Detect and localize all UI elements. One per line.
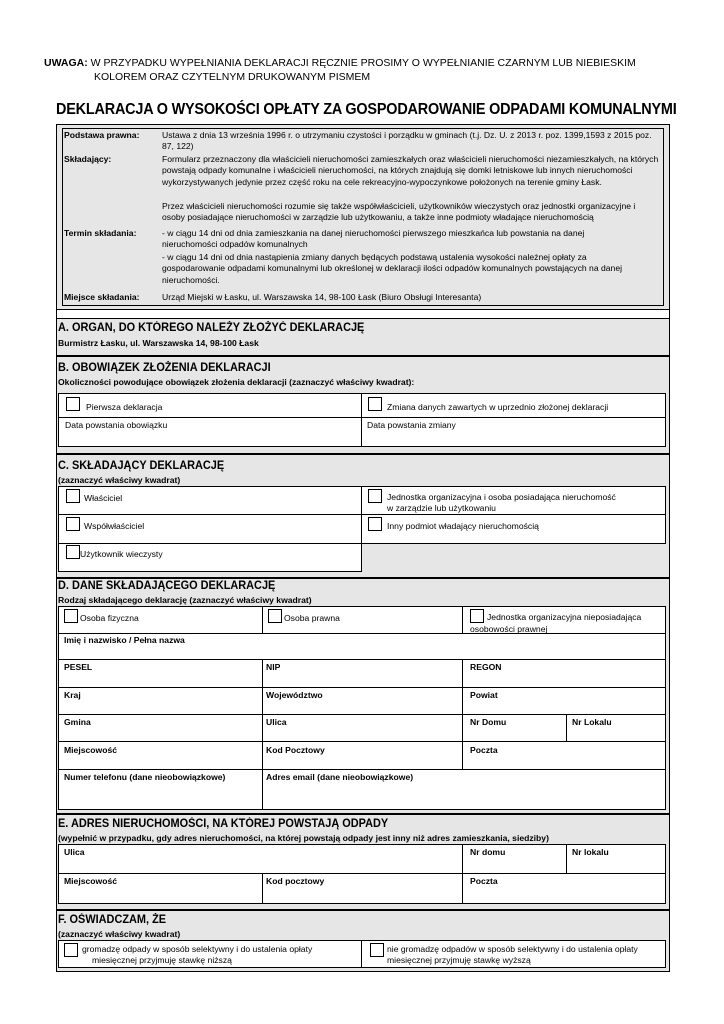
d-col-divider-4 [462, 659, 463, 769]
type-jednostka-label2: osobowości prawnej [470, 624, 548, 634]
d-row-divider-6 [58, 769, 666, 770]
d-row-divider-2 [58, 659, 666, 660]
e-field-kod-pocztowy[interactable]: Kod pocztowy [266, 876, 325, 886]
opt-zmiana-label: Zmiana danych zawartych w uprzednio złożonej deklaracji [387, 402, 609, 412]
miejsce-text: Urząd Miejski w Łasku, ul. Warszawska 14, 98-100 Łask (Biuro Obsługi Interesanta) [162, 292, 482, 302]
f-col-divider [361, 940, 362, 968]
field-imie-nazwisko[interactable]: Imię i nazwisko / Pełna nazwa [64, 635, 185, 645]
termin-text1: - w ciągu 14 dni od dnia zamieszkania na danej nieruchomości pierwszego mieszkańca lub powstania na danej nieruchomości odpadów komunalnych [162, 228, 585, 250]
notice [44, 56, 684, 84]
e-field-nr-lokalu[interactable]: Nr lokalu [572, 847, 609, 857]
podstawa-label: Podstawa prawna: [64, 130, 140, 140]
e-col-divider-2 [566, 844, 567, 873]
d-col-divider-5 [566, 714, 567, 741]
checkbox-jednostka-organizacyjna[interactable] [368, 489, 382, 503]
section-a-text: Burmistrz Łasku, ul. Warszawska 14, 98-100 Łask [58, 338, 259, 348]
podstawa-text: Ustawa z dnia 13 września 1996 r. o utrzymaniu czystości i porządku w gminach (t.j. Dz. U. z 2013 r. poz. 1399,1593 z 2015 poz. 87, 122) [162, 130, 652, 152]
type-osoba-fizyczna-label: Osoba fizyczna [80, 613, 139, 623]
d-col-divider-3 [262, 659, 263, 810]
checkbox-selektywnie[interactable] [64, 943, 78, 957]
opt-pierwsza-label: Pierwsza deklaracja [86, 402, 163, 412]
opt-uzytkownik-label: Użytkownik wieczysty [80, 549, 163, 559]
section-b-divider [361, 393, 362, 447]
section-e-title: E. ADRES NIERUCHOMOŚCI, NA KTÓREJ POWSTAJĄ ODPADY [58, 818, 389, 830]
termin-label: Termin składania: [64, 228, 137, 238]
date-obowiazku-field[interactable]: Data powstania obowiązku [65, 420, 168, 430]
f-opt2-label: nie gromadzę odpadów w sposób selektywny i do ustalenia opłaty [387, 944, 638, 954]
skladajacy-text1: Formularz przeznaczony dla właścicieli nieruchomości zamieszkałych oraz właścicieli nieruchomości niezamieszkałych, na których powstają odpady komunalne i właścicieli nieruchomości, na których znajdują się domki letniskowe lub innych nieruchomości wykorzystywanych jedynie przez część roku na cele rekreacyjno-wypoczynkowe położonych na terenie gminy Łask. [162, 154, 659, 187]
section-d-subtitle: Rodzaj składającego deklarację (zaznaczyć właściwy kwadrat) [58, 595, 312, 605]
skladajacy-text2: Przez właścicieli nieruchomości rozumie się także współwłaścicieli, użytkowników wieczystych oraz jednostki organizacyjne i osoby posiadające nieruchomości w zarządzie lub użytkowaniu, a także inne podmioty władające nieruchomością [162, 201, 636, 223]
checkbox-inny-podmiot[interactable] [368, 517, 382, 531]
field-powiat[interactable]: Powiat [470, 690, 498, 700]
field-kraj[interactable]: Kraj [64, 690, 81, 700]
date-zmiany-field[interactable]: Data powstania zmiany [367, 420, 456, 430]
checkbox-osoba-fizyczna[interactable] [64, 609, 78, 623]
section-c-hdivider2 [58, 543, 362, 544]
section-b-hdivider [58, 417, 666, 418]
section-f-subtitle: (zaznaczyć właściwy kwadrat) [58, 929, 181, 939]
e-col-divider-1 [462, 844, 463, 904]
checkbox-pierwsza-deklaracja[interactable] [66, 397, 80, 411]
section-c-title: C. SKŁADAJĄCY DEKLARACJĘ [58, 460, 225, 472]
checkbox-nieselektywnie[interactable] [370, 943, 384, 957]
type-osoba-prawna-label: Osoba prawna [284, 613, 340, 623]
field-poczta[interactable]: Poczta [470, 745, 498, 755]
checkbox-wlasciciel[interactable] [66, 489, 80, 503]
section-e-subtitle: (wypełnić w przypadku, gdy adres nieruchomości, na której powstają odpady jest inny niż adres zamieszkania, siedziby) [58, 833, 549, 843]
section-b-subtitle: Okoliczności powodujące obowiązek złożenia deklaracji (zaznaczyć właściwy kwadrat): [58, 377, 415, 387]
field-pesel[interactable]: PESEL [64, 662, 93, 672]
checkbox-jednostka-nieposiadajaca[interactable] [470, 609, 484, 623]
opt-wspolwlasciciel-label: Współwłaściciel [84, 521, 145, 531]
checkbox-osoba-prawna[interactable] [268, 609, 282, 623]
type-jednostka-label: Jednostka organizacyjna nieposiadająca [487, 612, 642, 622]
field-miejscowosc[interactable]: Miejscowość [64, 745, 118, 755]
e-row-divider [58, 873, 666, 874]
checkbox-zmiana-danych[interactable] [368, 397, 382, 411]
field-gmina[interactable]: Gmina [64, 717, 91, 727]
d-col-divider-2 [462, 606, 463, 633]
field-nip[interactable]: NIP [266, 662, 281, 672]
field-telefon[interactable]: Numer telefonu (dane nieobowiązkowe) [64, 772, 226, 782]
field-ulica[interactable]: Ulica [266, 717, 287, 727]
d-col-divider-1 [262, 606, 263, 633]
field-nr-domu[interactable]: Nr Domu [470, 717, 507, 727]
e-field-poczta[interactable]: Poczta [470, 876, 498, 886]
opt-inny-podmiot-label: Inny podmiot władający nieruchomością [387, 521, 539, 531]
notice-prefix: UWAGA: [44, 57, 88, 69]
section-c-subtitle: (zaznaczyć właściwy kwadrat) [58, 475, 181, 485]
f-opt1-label: gromadzę odpady w sposób selektywny i do ustalenia opłaty [82, 944, 313, 954]
field-kod-pocztowy[interactable]: Kod Pocztowy [266, 745, 325, 755]
opt-wlasciciel-label: Właściciel [84, 493, 123, 503]
field-nr-lokalu[interactable]: Nr Lokalu [572, 717, 612, 727]
f-opt2-label2: miesięcznej przyjmuję stawkę wyższą [387, 955, 531, 965]
miejsce-label: Miejsce składania: [64, 292, 140, 302]
d-row-divider-5 [58, 741, 666, 742]
opt-jednostka-label: Jednostka organizacyjna i osoba posiadająca nieruchomość [387, 492, 616, 502]
f-opt1-label2: miesięcznej przyjmuję stawkę niższą [92, 955, 232, 965]
field-regon[interactable]: REGON [470, 662, 502, 672]
field-email[interactable]: Adres email (dane nieobowiązkowe) [266, 772, 414, 782]
e-field-ulica[interactable]: Ulica [64, 847, 85, 857]
skladajacy-label: Składający: [64, 154, 112, 164]
d-row-divider-1 [58, 633, 666, 634]
notice-line1: W PRZYPADKU WYPEŁNIANIA DEKLARACJI RĘCZNIE PROSIMY O WYPEŁNIANIE CZARNYM LUB NIEBIESKIM [90, 57, 636, 69]
e-col-divider-3 [262, 873, 263, 904]
section-f-title: F. OŚWIADCZAM, ŻE [58, 914, 167, 926]
termin-text2: - w ciągu 14 dni od dnia nastąpienia zmiany danych będących podstawą ustalenia wysokości należnej opłaty za gospodarowanie odpadami komunalnymi lub określonej w deklaracji ilości odpadów komunalnych powstających na danej nieruchomości. [162, 252, 623, 285]
field-wojewodztwo[interactable]: Województwo [266, 690, 323, 700]
section-d-title: D. DANE SKŁADAJĄCEGO DEKLARACJĘ [58, 580, 276, 592]
section-b-title: B. OBOWIĄZEK ZŁOŻENIA DEKLARACJI [58, 362, 271, 374]
d-row-divider-3 [58, 687, 666, 688]
d-row-divider-4 [58, 714, 666, 715]
notice-line2: KOLOREM ORAZ CZYTELNYM DRUKOWANYM PISMEM [94, 71, 371, 83]
checkbox-wspolwlasciciel[interactable] [66, 517, 80, 531]
section-a-title: A. ORGAN, DO KTÓREGO NALEŻY ZŁOŻYĆ DEKLARACJĘ [58, 322, 365, 334]
e-field-nr-domu[interactable]: Nr domu [470, 847, 506, 857]
checkbox-uzytkownik-wieczysty[interactable] [66, 545, 80, 559]
section-c-hdivider1 [58, 514, 666, 515]
opt-jednostka-label2: w zarządzie lub użytkowaniu [387, 503, 496, 513]
page-title: DEKLARACJA O WYSOKOŚCI OPŁATY ZA GOSPODAROWANIE ODPADAMI KOMUNALNYMI [56, 101, 677, 118]
e-field-miejscowosc[interactable]: Miejscowość [64, 876, 118, 886]
